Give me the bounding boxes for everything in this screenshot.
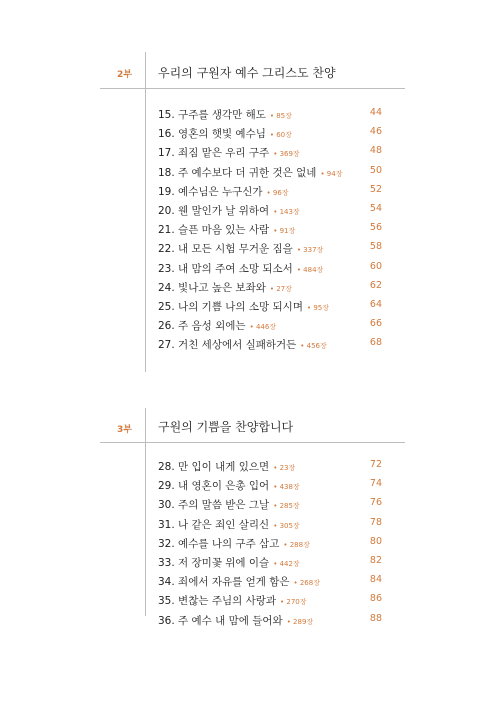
hymn-number-badge: • 285장 xyxy=(273,502,300,511)
entry-title: 슬픈 마음 있는 사람 xyxy=(178,224,270,237)
entry-title: 내 모든 시험 무거운 짐을 xyxy=(178,243,293,256)
entry-title: 죄에서 자유를 얻게 함은 xyxy=(178,576,290,589)
hymn-number-badge: • 446장 xyxy=(249,323,277,332)
entry-number: 19. xyxy=(158,185,175,198)
page-number: 68 xyxy=(369,337,382,349)
page-number: 78 xyxy=(369,516,382,528)
part3-label: 3부 xyxy=(117,425,132,435)
entry-number: 22. xyxy=(158,243,175,256)
entry-number: 32. xyxy=(158,537,175,550)
toc-entry[interactable] xyxy=(158,593,382,609)
toc-entry[interactable] xyxy=(158,478,382,494)
entry-number: 17. xyxy=(158,147,175,160)
part2-vertical-rule xyxy=(145,52,146,372)
entry-title: 주의 말씀 받은 그날 xyxy=(178,499,270,512)
entry-title: 주 예수보다 더 귀한 것은 없네 xyxy=(178,166,317,179)
page-number: 54 xyxy=(369,203,382,214)
hymn-number-badge: • 337장 xyxy=(296,246,324,255)
hymn-number-badge: • 85장 xyxy=(269,112,292,120)
hymn-number-badge: • 305장 xyxy=(273,521,300,530)
hymn-number-badge: • 23장 xyxy=(273,464,296,472)
part3-vertical-rule xyxy=(145,408,146,616)
entry-title: 영혼의 햇빛 예수님 xyxy=(178,128,266,141)
page-number: 80 xyxy=(369,535,382,547)
hymn-number-badge: • 95장 xyxy=(306,304,330,312)
part3-divider xyxy=(100,442,405,443)
toc-entry[interactable] xyxy=(158,261,382,277)
hymn-number-badge: • 456장 xyxy=(300,342,327,351)
entry-number: 15. xyxy=(158,109,175,121)
entry-title: 구주를 생각만 해도 xyxy=(178,109,266,121)
page-number: 50 xyxy=(369,164,382,176)
toc-entry[interactable] xyxy=(158,184,382,200)
toc-entry[interactable] xyxy=(158,165,382,181)
entry-number: 31. xyxy=(158,518,175,531)
page-number: 52 xyxy=(369,183,382,195)
entry-title: 주 예수 내 맘에 들어와 xyxy=(178,614,283,627)
entry-number: 24. xyxy=(158,281,175,294)
page-number: 48 xyxy=(369,145,382,157)
entry-number: 27. xyxy=(158,339,175,352)
entry-title: 웬 말인가 날 위하여 xyxy=(178,205,270,217)
toc-entry[interactable] xyxy=(158,337,382,353)
page-number: 64 xyxy=(369,299,382,310)
page-number: 74 xyxy=(369,478,382,490)
hymn-number-badge: • 442장 xyxy=(273,560,300,568)
entry-number: 30. xyxy=(158,499,175,512)
page-number: 88 xyxy=(369,612,382,624)
entry-number: 29. xyxy=(158,480,175,493)
hymn-number-badge: • 369장 xyxy=(273,150,300,159)
toc-entry[interactable] xyxy=(158,318,382,334)
part2-title: 우리의 구원자 예수 그리스도 찬양 xyxy=(158,66,336,80)
page-number: 82 xyxy=(369,555,382,566)
hymn-number-badge: • 270장 xyxy=(280,598,307,607)
entry-title: 예수를 나의 구주 삼고 xyxy=(178,537,280,550)
page-number: 76 xyxy=(369,497,382,509)
page-number: 72 xyxy=(369,459,382,470)
toc-entry[interactable] xyxy=(158,555,382,571)
entry-number: 16. xyxy=(158,128,175,141)
toc-entry[interactable] xyxy=(158,107,382,123)
hymn-number-badge: • 268장 xyxy=(293,579,320,588)
toc-entry[interactable] xyxy=(158,126,382,142)
entry-title: 만 입이 내게 있으면 xyxy=(178,461,270,473)
hymn-number-badge: • 438장 xyxy=(273,483,300,492)
entry-number: 26. xyxy=(158,320,175,333)
entry-number: 18. xyxy=(158,166,175,179)
page-number: 66 xyxy=(369,318,382,330)
toc-entry[interactable] xyxy=(158,613,382,629)
toc-entry[interactable] xyxy=(158,299,382,315)
entry-title: 죄짐 맡은 우리 구주 xyxy=(178,147,270,160)
page-number: 44 xyxy=(369,107,382,118)
page-number: 46 xyxy=(369,126,382,138)
entry-number: 21. xyxy=(158,224,175,237)
entry-number: 23. xyxy=(158,262,175,275)
hymn-number-badge: • 96장 xyxy=(266,188,289,197)
entry-title: 저 장미꽃 위에 이슬 xyxy=(178,557,270,569)
toc-entry[interactable] xyxy=(158,536,382,552)
entry-number: 36. xyxy=(158,614,175,627)
entry-number: 35. xyxy=(158,595,175,608)
hymn-number-badge: • 289장 xyxy=(286,617,314,626)
entry-title: 내 영혼이 은총 입어 xyxy=(178,480,270,493)
hymn-number-badge: • 484장 xyxy=(296,265,324,274)
entry-title: 주 음성 외에는 xyxy=(178,320,246,333)
entry-number: 25. xyxy=(158,301,175,313)
entry-number: 20. xyxy=(158,205,175,217)
entry-title: 나의 기쁨 나의 소망 되시며 xyxy=(178,301,303,313)
page-number: 62 xyxy=(369,279,382,291)
part2-divider xyxy=(100,88,405,89)
hymn-number-badge: • 91장 xyxy=(273,227,296,236)
toc-entry[interactable] xyxy=(158,517,382,533)
page-number: 84 xyxy=(369,574,382,586)
toc-entry[interactable] xyxy=(158,459,382,475)
toc-entry[interactable] xyxy=(158,241,382,257)
part2-label: 2부 xyxy=(117,70,132,80)
toc-entry[interactable] xyxy=(158,574,382,590)
hymn-number-badge: • 94장 xyxy=(320,169,343,178)
entry-title: 변찮는 주님의 사랑과 xyxy=(178,595,277,608)
page-number: 56 xyxy=(369,222,382,234)
toc-entry[interactable] xyxy=(158,280,382,296)
page-number: 58 xyxy=(369,241,382,253)
toc-entry[interactable] xyxy=(158,203,382,219)
entry-title: 거친 세상에서 실패하거든 xyxy=(178,339,297,352)
entry-title: 내 맘의 주여 소망 되소서 xyxy=(178,262,293,275)
entry-number: 34. xyxy=(158,576,175,589)
hymn-number-badge: • 27장 xyxy=(269,284,292,293)
toc-entry[interactable] xyxy=(158,222,382,238)
entry-title: 빛나고 높은 보좌와 xyxy=(178,281,266,294)
entry-number: 28. xyxy=(158,461,175,473)
page-number: 86 xyxy=(369,593,382,605)
hymn-number-badge: • 60장 xyxy=(269,131,292,140)
toc-entry[interactable] xyxy=(158,497,382,513)
entry-title: 예수님은 누구신가 xyxy=(178,185,263,198)
page-number: 60 xyxy=(369,260,382,272)
part3-title: 구원의 기쁨을 찬양합니다 xyxy=(158,420,294,434)
hymn-number-badge: • 143장 xyxy=(273,208,300,216)
entry-number: 33. xyxy=(158,557,175,569)
entry-title: 나 같은 죄인 살리신 xyxy=(178,518,270,531)
hymn-number-badge: • 288장 xyxy=(283,540,310,549)
toc-entry[interactable] xyxy=(158,145,382,161)
